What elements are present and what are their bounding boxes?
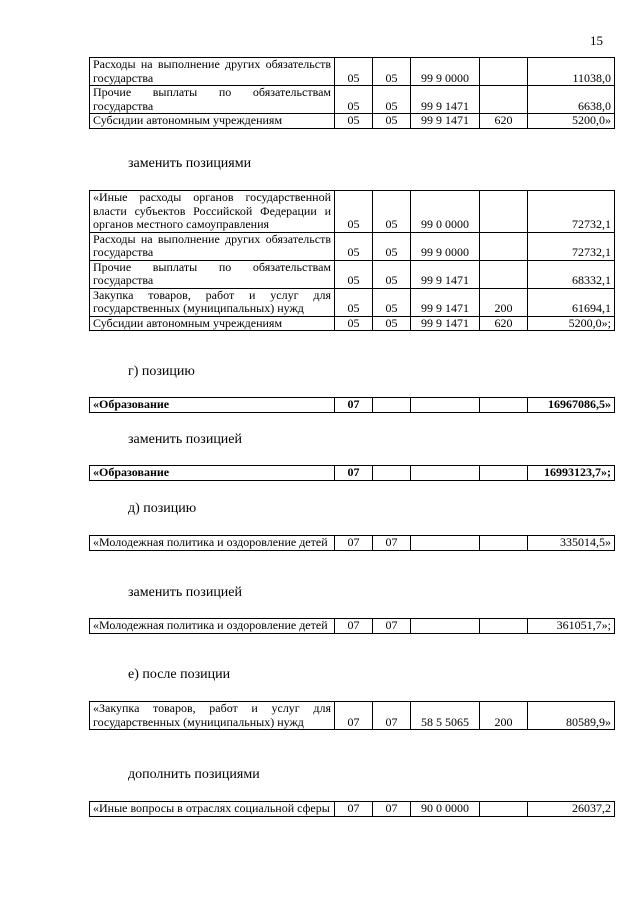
row-target-article [411, 619, 480, 634]
row-name: Расходы на выполнение других обязательств государства [90, 232, 335, 260]
row-name: «Молодежная политика и оздоровление детей [90, 619, 335, 634]
row-name: «Иные расходы органов государственной власти субъектов Российской Федерации и органов местного самоуправления [90, 191, 335, 233]
row-sum: 72732,1 [528, 191, 615, 233]
row-name: Прочие выплаты по обязательствам государства [90, 260, 335, 288]
row-target-article [411, 536, 480, 551]
row-name: Субсидии автономным учреждениям [90, 316, 335, 331]
row-subsection: 07 [373, 802, 411, 817]
row-sum: 68332,1 [528, 260, 615, 288]
row-sum: 6638,0 [528, 86, 615, 114]
row-sum: 16967086,5» [528, 398, 615, 413]
instruction-replace-position: заменить позицией [128, 585, 243, 600]
row-sum: 61694,1 [528, 288, 615, 316]
table-block-1 [89, 190, 615, 331]
table-row [90, 86, 615, 114]
table-block-7 [89, 801, 615, 817]
row-section: 05 [335, 114, 373, 129]
row-section: 07 [335, 398, 373, 413]
row-subsection: 07 [373, 702, 411, 730]
row-expense-type: 200 [480, 702, 528, 730]
row-sum: 361051,7»; [528, 619, 615, 634]
table-row [90, 702, 615, 730]
row-sum: 335014,5» [528, 536, 615, 551]
row-expense-type [480, 86, 528, 114]
row-section: 07 [335, 702, 373, 730]
row-name: Прочие выплаты по обязательствам государства [90, 86, 335, 114]
table-block-6 [89, 701, 615, 730]
instruction-replace-position: заменить позицией [128, 432, 243, 447]
row-target-article: 99 9 1471 [411, 114, 480, 129]
row-name: «Образование [90, 398, 335, 413]
row-subsection: 05 [373, 191, 411, 233]
row-sum: 16993123,7»; [528, 466, 615, 481]
row-sum: 72732,1 [528, 232, 615, 260]
row-name: Расходы на выполнение других обязательств государства [90, 58, 335, 86]
row-expense-type [480, 191, 528, 233]
row-target-article: 90 0 0000 [411, 802, 480, 817]
row-subsection: 05 [373, 288, 411, 316]
row-section: 07 [335, 536, 373, 551]
table-block-3 [89, 465, 615, 481]
row-section: 07 [335, 466, 373, 481]
table-block-0 [89, 57, 615, 129]
row-subsection: 05 [373, 86, 411, 114]
table-row [90, 58, 615, 86]
row-target-article [411, 398, 480, 413]
row-sum: 5200,0»; [528, 316, 615, 331]
row-name: Закупка товаров, работ и услуг для государственных (муниципальных) нужд [90, 288, 335, 316]
instruction-e-after-position: е) после позиции [128, 667, 231, 682]
instruction-add-positions: дополнить позициями [128, 767, 260, 782]
instruction-g-position: г) позицию [128, 364, 195, 379]
row-expense-type [480, 58, 528, 86]
table-row [90, 232, 615, 260]
row-expense-type [480, 466, 528, 481]
row-name: «Закупка товаров, работ и услуг для государственных (муниципальных) нужд [90, 702, 335, 730]
row-subsection [373, 466, 411, 481]
row-name: «Иные вопросы в отраслях социальной сферы [90, 802, 335, 817]
row-subsection: 05 [373, 232, 411, 260]
row-sum: 11038,0 [528, 58, 615, 86]
table-row [90, 114, 615, 129]
row-sum: 26037,2 [528, 802, 615, 817]
table-block-4 [89, 535, 615, 551]
row-target-article: 99 0 0000 [411, 191, 480, 233]
row-sum: 80589,9» [528, 702, 615, 730]
row-name: Субсидии автономным учреждениям [90, 114, 335, 129]
row-expense-type: 620 [480, 114, 528, 129]
row-target-article: 99 9 1471 [411, 288, 480, 316]
row-section: 07 [335, 619, 373, 634]
row-section: 05 [335, 316, 373, 331]
row-section: 07 [335, 802, 373, 817]
table-row [90, 802, 615, 817]
row-name: «Образование [90, 466, 335, 481]
instruction-d-position: д) позицию [128, 501, 197, 516]
row-target-article: 58 5 5065 [411, 702, 480, 730]
table-row [90, 288, 615, 316]
row-expense-type: 200 [480, 288, 528, 316]
row-subsection: 07 [373, 536, 411, 551]
row-target-article: 99 9 0000 [411, 58, 480, 86]
row-expense-type [480, 260, 528, 288]
row-section: 05 [335, 260, 373, 288]
row-expense-type [480, 536, 528, 551]
row-target-article: 99 9 1471 [411, 260, 480, 288]
table-row [90, 619, 615, 634]
row-expense-type: 620 [480, 316, 528, 331]
row-target-article: 99 9 1471 [411, 316, 480, 331]
row-section: 05 [335, 191, 373, 233]
row-expense-type [480, 232, 528, 260]
row-section: 05 [335, 288, 373, 316]
table-row [90, 191, 615, 233]
row-section: 05 [335, 232, 373, 260]
row-section: 05 [335, 58, 373, 86]
row-expense-type [480, 619, 528, 634]
row-target-article: 99 9 0000 [411, 232, 480, 260]
table-row [90, 260, 615, 288]
table-row [90, 398, 615, 413]
row-target-article: 99 9 1471 [411, 86, 480, 114]
table-row [90, 536, 615, 551]
row-section: 05 [335, 86, 373, 114]
row-sum: 5200,0» [528, 114, 615, 129]
row-expense-type [480, 398, 528, 413]
table-row [90, 316, 615, 331]
instruction-replace-positions: заменить позициями [128, 156, 252, 171]
table-block-5 [89, 618, 615, 634]
row-target-article [411, 466, 480, 481]
page-number: 15 [590, 33, 603, 48]
row-subsection: 05 [373, 114, 411, 129]
row-subsection: 05 [373, 316, 411, 331]
row-subsection: 07 [373, 619, 411, 634]
row-name: «Молодежная политика и оздоровление детей [90, 536, 335, 551]
table-row [90, 466, 615, 481]
row-expense-type [480, 802, 528, 817]
row-subsection: 05 [373, 58, 411, 86]
row-subsection: 05 [373, 260, 411, 288]
table-block-2 [89, 397, 615, 413]
row-subsection [373, 398, 411, 413]
